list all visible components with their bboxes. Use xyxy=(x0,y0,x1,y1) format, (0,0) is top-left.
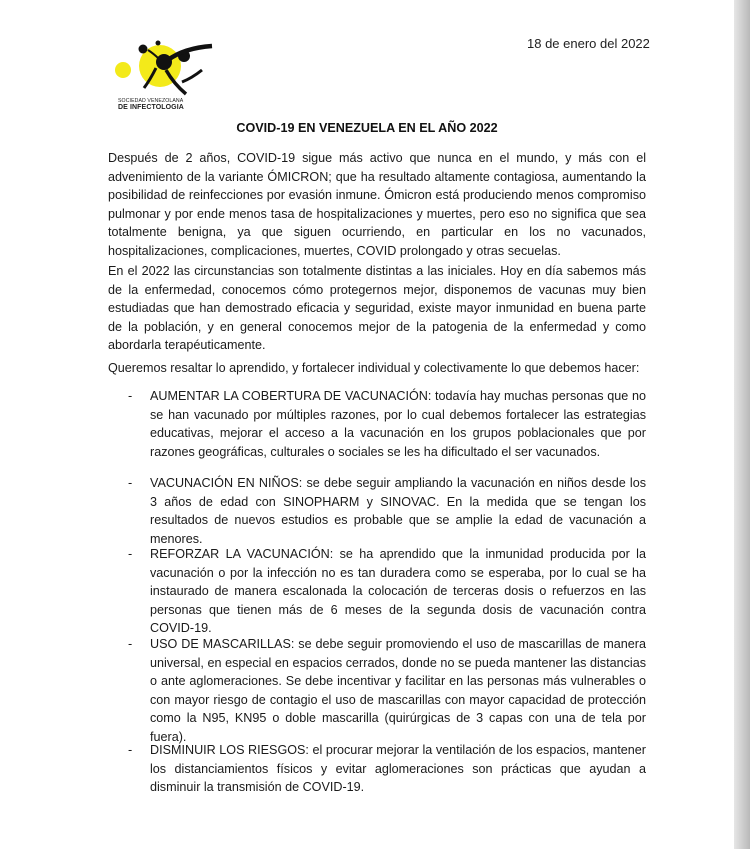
list-item-text: USO DE MASCARILLAS: se debe seguir promoviendo el uso de mascarillas de manera universal, en especial en espacios cerrados, donde no se pueda mantener las distancias o ante aglomeraciones. Se debe incentivar y facilitar en las personas más vulnerables o con mayor riesgo de contagio el uso de mascarillas con mayor capacidad de protección como la N95, KN95 o doble mascarilla (quirúrgicas de 3 capas con una de tela por fuera). xyxy=(150,637,646,744)
list-item-text: VACUNACIÓN EN NIÑOS: se debe seguir ampliando la vacunación en niños desde los 3 años de edad con SINOPHARM y SINOVAC. En la medida que se tengan los resultados de nuevos estudios es probable que se amplie la edad de vacunación a menores. xyxy=(150,476,646,546)
bullet-dash: - xyxy=(128,547,133,561)
logo-text-line1: SOCIEDAD VENEZOLANA xyxy=(118,98,184,104)
list-item-text: AUMENTAR LA COBERTURA DE VACUNACIÓN: todavía hay muchas personas que no se han vacunado por múltiples razones, por lo cual debemos fortalecer las estrategias educativas, mejorar el acceso a la vacunación en los grupos poblacionales que por razones geográficas, culturales o sociales se les ha dificultado el ser vacunados. xyxy=(150,389,646,459)
paragraph-intro: Después de 2 años, COVID-19 sigue más activo que nunca en el mundo, y más con el advenimiento de la variante ÓMICRON; que ha resultado altamente contagiosa, aumentando la posibilidad de reinfecciones por evasión inmune. Ómicron está produciendo menos compromiso pulmonar y por ende menos tasa de hospitalizaciones y muertes, pero eso no significa que sea totalmente benigna, ya que siguen ocurriendo, en particular en los no vacunados, hospitalizaciones, complicaciones, muertes, COVID prolongado y otras secuelas. xyxy=(108,151,646,258)
document-date: 18 de enero del 2022 xyxy=(527,36,650,51)
bullet-dash: - xyxy=(128,389,133,403)
bullet-dash: - xyxy=(128,476,133,490)
paragraph-context: En el 2022 las circunstancias son totalmente distintas a las iniciales. Hoy en día sabemos más de la enfermedad, conocemos cómo protegernos mejor, disponemos de vacunas muy bien estudiadas que han demostrado eficacia y seguridad, existe mayor inmunidad en buena parte de la población, y en general conocemos mejor de la patogenia de la enfermedad y como abordarla terapéuticamente. xyxy=(108,264,646,353)
society-logo-text xyxy=(118,98,188,112)
list-item-text: REFORZAR LA VACUNACIÓN: se ha aprendido que la inmunidad producida por la vacunación o por la infección no es tan duradera como se esperaba, por lo cual se ha instaurado de manera escalonada la colocación de terceras dosis o refuerzos en las personas que tienen más de 6 meses de la segunda dosis de vacunación contra COVID-19. xyxy=(150,547,646,636)
bullet-dash: - xyxy=(128,637,133,651)
paragraph-lead-in: Queremos resaltar lo aprendido, y fortalecer individual y colectivamente lo que debemos hacer: xyxy=(108,361,640,375)
document-title: COVID-19 EN VENEZUELA EN EL AÑO 2022 xyxy=(236,121,498,135)
bullet-dash: - xyxy=(128,743,133,757)
list-item-text: DISMINUIR LOS RIESGOS: el procurar mejorar la ventilación de los espacios, mantener los distanciamientos físicos y evitar aglomeraciones son prácticas que ayudan a disminuir la transmisión de COVID-19. xyxy=(150,743,646,795)
page-shadow-edge xyxy=(734,0,750,849)
logo-text-line2: DE INFECTOLOGIA xyxy=(118,104,184,111)
